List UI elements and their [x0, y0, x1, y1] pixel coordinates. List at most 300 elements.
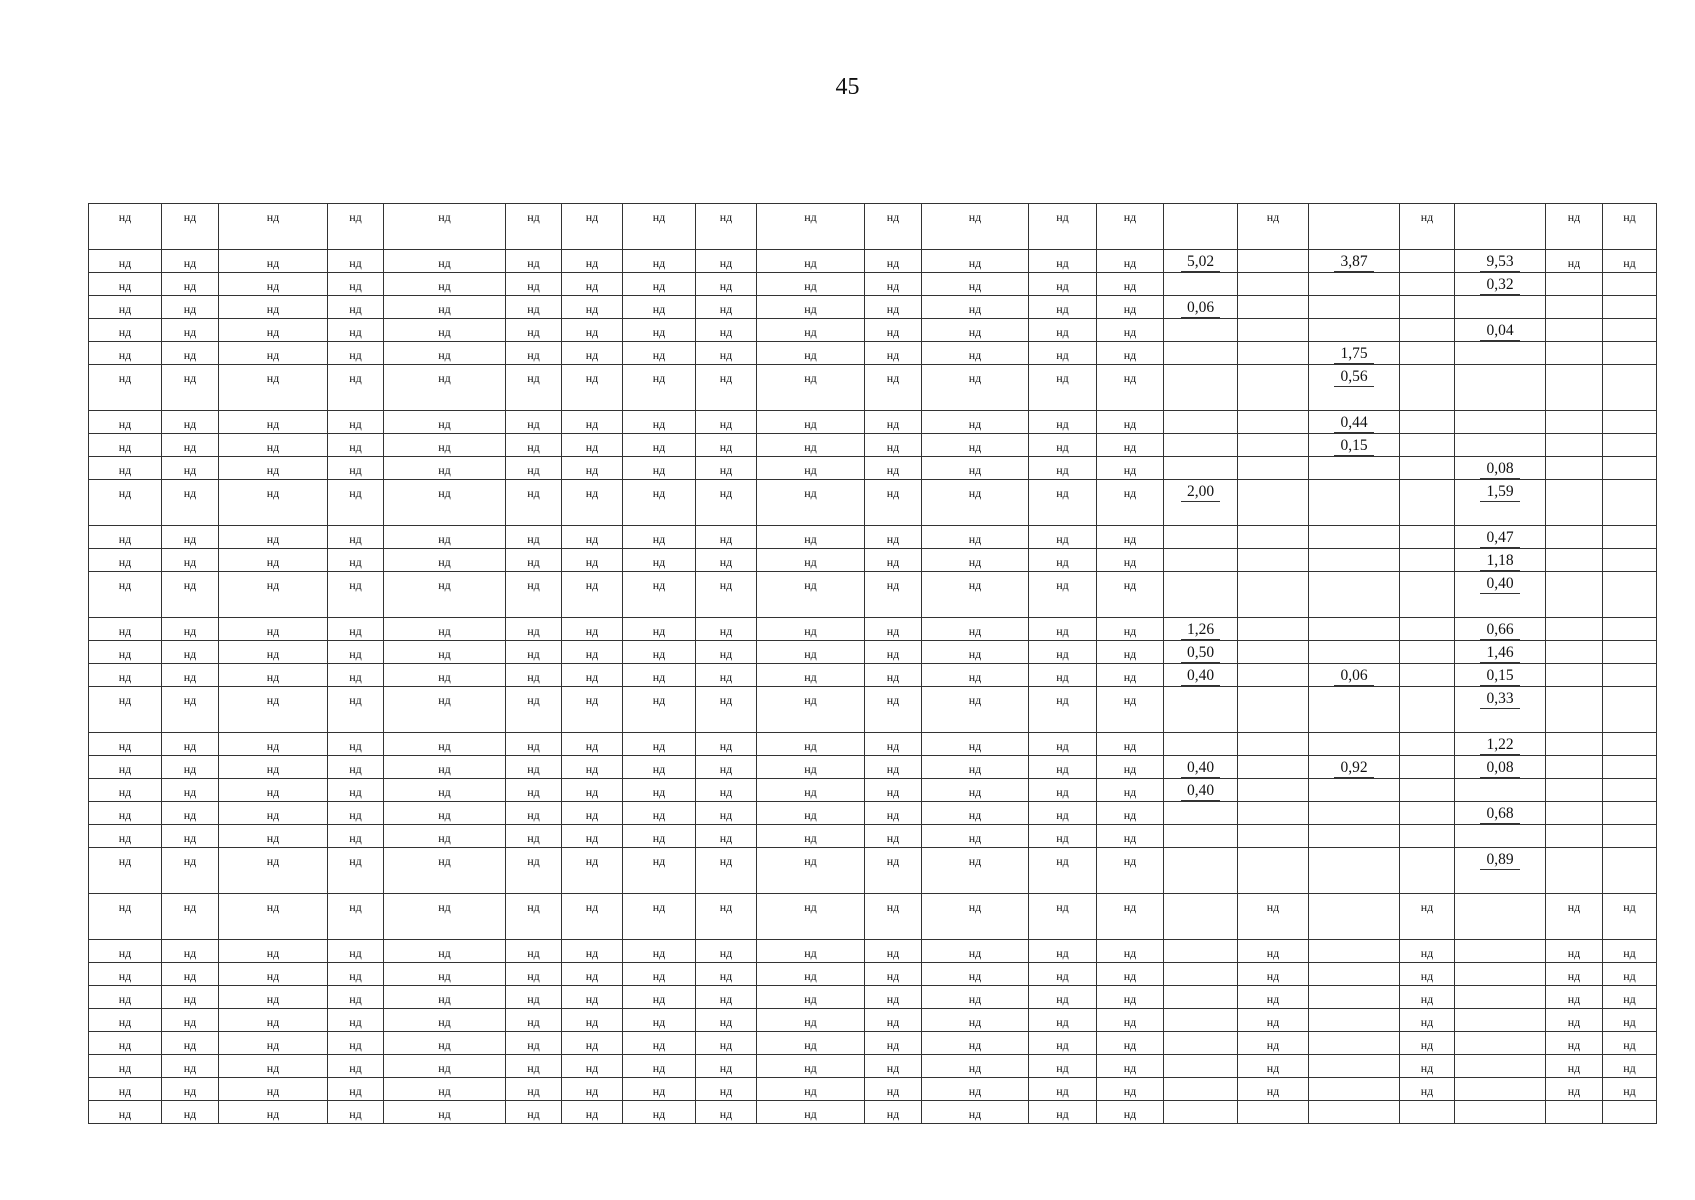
- table-cell: [1455, 1078, 1546, 1101]
- table-body: [89, 204, 1657, 1124]
- table-cell: нд: [506, 250, 562, 273]
- table-cell: [1400, 1101, 1455, 1124]
- table-cell: нд: [1029, 894, 1097, 940]
- table-cell: нд: [1097, 296, 1164, 319]
- table-cell: нд: [219, 572, 328, 618]
- table-cell: [1309, 296, 1400, 319]
- cell-value: 0,33: [1480, 691, 1519, 709]
- table-cell: [1400, 342, 1455, 365]
- cell-value: 0,04: [1480, 323, 1519, 341]
- table-cell: [1164, 986, 1238, 1009]
- table-cell: [1164, 434, 1238, 457]
- table-cell: [1164, 204, 1238, 250]
- table-cell: нд: [162, 894, 219, 940]
- table-cell: нд: [865, 526, 922, 549]
- table-cell: нд: [623, 1078, 696, 1101]
- table-cell: нд: [89, 480, 162, 526]
- table-cell: нд: [506, 848, 562, 894]
- table-cell: нд: [696, 986, 757, 1009]
- table-cell: нд: [922, 779, 1029, 802]
- table-cell: [1603, 526, 1657, 549]
- table-cell: нд: [757, 687, 865, 733]
- table-cell: [1164, 1032, 1238, 1055]
- table-cell: нд: [162, 963, 219, 986]
- table-cell: нд: [562, 1055, 623, 1078]
- table-cell: нд: [1238, 940, 1309, 963]
- table-cell: нд: [1029, 572, 1097, 618]
- table-cell: [1164, 802, 1238, 825]
- table-cell: нд: [1097, 963, 1164, 986]
- table-cell: [1603, 618, 1657, 641]
- table-cell: нд: [1097, 825, 1164, 848]
- table-cell: нд: [562, 204, 623, 250]
- table-cell: нд: [562, 1101, 623, 1124]
- cell-value: 0,40: [1181, 668, 1220, 686]
- table-cell: нд: [328, 1032, 384, 1055]
- table-cell: нд: [757, 894, 865, 940]
- table-cell: нд: [506, 273, 562, 296]
- table-cell: нд: [1029, 664, 1097, 687]
- table-cell: нд: [89, 848, 162, 894]
- table-cell: [1455, 549, 1546, 572]
- table-cell: нд: [1097, 549, 1164, 572]
- table-cell: нд: [89, 572, 162, 618]
- table-cell: нд: [219, 664, 328, 687]
- table-cell: нд: [757, 779, 865, 802]
- table-cell: [1603, 802, 1657, 825]
- table-cell: [1455, 273, 1546, 296]
- table-cell: нд: [384, 1055, 506, 1078]
- table-cell: нд: [562, 273, 623, 296]
- table-cell: нд: [162, 687, 219, 733]
- table-cell: нд: [562, 802, 623, 825]
- table-cell: [1309, 250, 1400, 273]
- table-cell: нд: [162, 549, 219, 572]
- table-cell: [1400, 250, 1455, 273]
- table-cell: [1455, 756, 1546, 779]
- table-cell: [1309, 1032, 1400, 1055]
- table-cell: нд: [162, 365, 219, 411]
- table-cell: нд: [757, 756, 865, 779]
- table-cell: нд: [696, 848, 757, 894]
- table-cell: нд: [162, 1032, 219, 1055]
- table-cell: нд: [1029, 411, 1097, 434]
- table-row: [89, 549, 1657, 572]
- table-cell: нд: [162, 526, 219, 549]
- table-cell: нд: [562, 940, 623, 963]
- table-cell: нд: [562, 526, 623, 549]
- table-cell: нд: [757, 664, 865, 687]
- table-cell: нд: [865, 1078, 922, 1101]
- table-cell: нд: [328, 526, 384, 549]
- table-cell: нд: [562, 848, 623, 894]
- table-cell: нд: [506, 434, 562, 457]
- table-cell: нд: [506, 319, 562, 342]
- table-cell: нд: [1029, 273, 1097, 296]
- table-cell: нд: [1546, 986, 1603, 1009]
- table-cell: нд: [865, 1032, 922, 1055]
- data-table: [88, 203, 1657, 1124]
- table-cell: нд: [757, 549, 865, 572]
- table-cell: [1164, 894, 1238, 940]
- table-row: [89, 963, 1657, 986]
- table-cell: нд: [384, 204, 506, 250]
- table-cell: нд: [922, 894, 1029, 940]
- table-cell: нд: [1029, 641, 1097, 664]
- table-cell: [1400, 825, 1455, 848]
- table-cell: нд: [865, 1055, 922, 1078]
- table-cell: [1400, 641, 1455, 664]
- table-cell: нд: [162, 1101, 219, 1124]
- cell-value: 0,15: [1334, 438, 1373, 456]
- table-cell: нд: [89, 549, 162, 572]
- table-row: [89, 618, 1657, 641]
- table-cell: нд: [384, 687, 506, 733]
- table-cell: нд: [328, 641, 384, 664]
- table-cell: нд: [162, 411, 219, 434]
- table-cell: нд: [623, 825, 696, 848]
- table-cell: [1546, 848, 1603, 894]
- table-cell: нд: [506, 457, 562, 480]
- table-cell: нд: [219, 296, 328, 319]
- table-cell: нд: [865, 457, 922, 480]
- table-cell: нд: [219, 756, 328, 779]
- table-cell: нд: [922, 1032, 1029, 1055]
- table-cell: нд: [219, 250, 328, 273]
- table-cell: [1455, 365, 1546, 411]
- table-cell: нд: [219, 1009, 328, 1032]
- table-cell: нд: [757, 526, 865, 549]
- table-cell: нд: [562, 549, 623, 572]
- table-cell: нд: [506, 572, 562, 618]
- table-cell: нд: [922, 457, 1029, 480]
- table-cell: нд: [562, 572, 623, 618]
- table-row: [89, 434, 1657, 457]
- table-cell: [1455, 296, 1546, 319]
- table-cell: нд: [1238, 986, 1309, 1009]
- cell-value: 0,47: [1480, 530, 1519, 548]
- table-cell: нд: [162, 618, 219, 641]
- table-cell: нд: [696, 940, 757, 963]
- table-cell: [1164, 296, 1238, 319]
- table-cell: нд: [1097, 687, 1164, 733]
- table-cell: нд: [623, 549, 696, 572]
- table-cell: нд: [562, 756, 623, 779]
- table-cell: [1309, 894, 1400, 940]
- table-cell: нд: [757, 1009, 865, 1032]
- table-cell: нд: [1603, 250, 1657, 273]
- table-row: [89, 365, 1657, 411]
- table-cell: [1238, 802, 1309, 825]
- table-cell: [1238, 549, 1309, 572]
- table-cell: нд: [89, 342, 162, 365]
- table-cell: нд: [328, 549, 384, 572]
- table-row: [89, 526, 1657, 549]
- table-cell: нд: [562, 1032, 623, 1055]
- table-cell: нд: [328, 273, 384, 296]
- table-cell: нд: [1029, 296, 1097, 319]
- table-cell: нд: [623, 1032, 696, 1055]
- table-cell: нд: [865, 940, 922, 963]
- table-cell: нд: [89, 664, 162, 687]
- table-cell: нд: [757, 986, 865, 1009]
- table-cell: [1164, 342, 1238, 365]
- table-row: [89, 756, 1657, 779]
- table-cell: нд: [506, 411, 562, 434]
- cell-value: 0,68: [1480, 806, 1519, 824]
- table-cell: нд: [1238, 204, 1309, 250]
- table-cell: нд: [506, 963, 562, 986]
- table-cell: нд: [1603, 1055, 1657, 1078]
- table-cell: [1455, 250, 1546, 273]
- table-cell: нд: [328, 457, 384, 480]
- table-cell: [1400, 296, 1455, 319]
- table-cell: нд: [1097, 779, 1164, 802]
- table-cell: нд: [384, 756, 506, 779]
- table-cell: [1164, 733, 1238, 756]
- table-cell: нд: [1029, 940, 1097, 963]
- table-cell: нд: [623, 664, 696, 687]
- table-cell: [1455, 825, 1546, 848]
- table-row: [89, 457, 1657, 480]
- table-cell: [1400, 319, 1455, 342]
- table-cell: [1546, 641, 1603, 664]
- table-cell: нд: [89, 1078, 162, 1101]
- table-cell: нд: [865, 434, 922, 457]
- table-cell: нд: [696, 894, 757, 940]
- table-row: [89, 250, 1657, 273]
- table-row: [89, 779, 1657, 802]
- table-cell: [1164, 756, 1238, 779]
- table-cell: [1546, 319, 1603, 342]
- table-cell: нд: [219, 434, 328, 457]
- table-cell: [1164, 848, 1238, 894]
- table-cell: [1164, 250, 1238, 273]
- table-cell: нд: [328, 296, 384, 319]
- table-cell: нд: [1603, 940, 1657, 963]
- table-cell: нд: [328, 733, 384, 756]
- table-cell: нд: [328, 365, 384, 411]
- table-cell: нд: [865, 480, 922, 526]
- table-cell: нд: [922, 733, 1029, 756]
- table-cell: нд: [328, 434, 384, 457]
- cell-value: 1,59: [1480, 484, 1519, 502]
- table-cell: [1309, 1101, 1400, 1124]
- table-cell: нд: [162, 434, 219, 457]
- table-cell: нд: [1400, 1078, 1455, 1101]
- table-cell: нд: [922, 848, 1029, 894]
- table-cell: нд: [1238, 963, 1309, 986]
- table-cell: нд: [1097, 572, 1164, 618]
- table-cell: нд: [219, 733, 328, 756]
- table-cell: [1309, 549, 1400, 572]
- table-cell: нд: [757, 457, 865, 480]
- table-cell: нд: [623, 572, 696, 618]
- table-cell: нд: [506, 664, 562, 687]
- table-cell: нд: [384, 434, 506, 457]
- table-cell: нд: [562, 411, 623, 434]
- table-cell: нд: [1400, 963, 1455, 986]
- table-cell: [1238, 480, 1309, 526]
- table-cell: [1238, 1101, 1309, 1124]
- table-cell: нд: [623, 480, 696, 526]
- table-cell: нд: [696, 733, 757, 756]
- table-cell: [1546, 779, 1603, 802]
- table-cell: нд: [922, 204, 1029, 250]
- cell-value: 1,46: [1480, 645, 1519, 663]
- table-cell: нд: [865, 848, 922, 894]
- table-cell: нд: [865, 204, 922, 250]
- table-cell: нд: [384, 457, 506, 480]
- table-cell: нд: [219, 1078, 328, 1101]
- table-cell: нд: [922, 572, 1029, 618]
- table-row: [89, 687, 1657, 733]
- table-cell: нд: [219, 457, 328, 480]
- table-cell: [1455, 434, 1546, 457]
- table-cell: [1546, 296, 1603, 319]
- table-cell: нд: [219, 319, 328, 342]
- table-row: [89, 411, 1657, 434]
- table-cell: [1603, 572, 1657, 618]
- table-cell: нд: [757, 940, 865, 963]
- table-cell: [1309, 342, 1400, 365]
- table-cell: [1309, 963, 1400, 986]
- table-cell: нд: [162, 848, 219, 894]
- table-cell: нд: [1238, 894, 1309, 940]
- table-cell: нд: [696, 572, 757, 618]
- table-cell: [1309, 687, 1400, 733]
- table-cell: нд: [384, 480, 506, 526]
- table-row: [89, 848, 1657, 894]
- table-cell: нд: [623, 457, 696, 480]
- table-cell: нд: [562, 480, 623, 526]
- table-cell: нд: [1400, 894, 1455, 940]
- table-cell: [1238, 319, 1309, 342]
- table-cell: нд: [562, 457, 623, 480]
- cell-value: 9,53: [1480, 254, 1519, 272]
- table-cell: нд: [757, 296, 865, 319]
- table-cell: нд: [89, 526, 162, 549]
- table-cell: нд: [922, 480, 1029, 526]
- table-cell: нд: [623, 963, 696, 986]
- table-cell: нд: [162, 664, 219, 687]
- table-cell: [1400, 664, 1455, 687]
- table-cell: нд: [1097, 618, 1164, 641]
- table-cell: нд: [922, 319, 1029, 342]
- cell-value: 0,08: [1480, 760, 1519, 778]
- table-cell: нд: [162, 756, 219, 779]
- table-cell: нд: [219, 802, 328, 825]
- table-cell: нд: [1097, 411, 1164, 434]
- table-cell: нд: [623, 687, 696, 733]
- table-cell: нд: [1029, 618, 1097, 641]
- table-cell: нд: [865, 687, 922, 733]
- table-cell: нд: [89, 802, 162, 825]
- table-cell: нд: [562, 319, 623, 342]
- table-cell: нд: [1546, 1055, 1603, 1078]
- table-cell: нд: [696, 641, 757, 664]
- table-cell: нд: [696, 687, 757, 733]
- table-cell: [1455, 779, 1546, 802]
- table-cell: [1546, 825, 1603, 848]
- table-cell: нд: [506, 365, 562, 411]
- table-cell: нд: [623, 411, 696, 434]
- table-cell: нд: [562, 434, 623, 457]
- table-cell: нд: [162, 986, 219, 1009]
- table-cell: нд: [696, 664, 757, 687]
- table-cell: [1309, 664, 1400, 687]
- table-cell: нд: [384, 342, 506, 365]
- table-cell: [1164, 1009, 1238, 1032]
- table-cell: нд: [328, 1078, 384, 1101]
- table-cell: [1603, 549, 1657, 572]
- table-cell: [1455, 986, 1546, 1009]
- table-cell: нд: [922, 250, 1029, 273]
- table-cell: нд: [757, 319, 865, 342]
- table-cell: [1309, 986, 1400, 1009]
- table-cell: нд: [865, 296, 922, 319]
- table-cell: нд: [219, 641, 328, 664]
- table-cell: нд: [1603, 894, 1657, 940]
- table-row: [89, 1078, 1657, 1101]
- table-cell: нд: [922, 963, 1029, 986]
- table-row: [89, 1009, 1657, 1032]
- table-cell: нд: [623, 296, 696, 319]
- table-cell: нд: [562, 1078, 623, 1101]
- table-cell: нд: [865, 549, 922, 572]
- table-cell: нд: [89, 273, 162, 296]
- table-cell: нд: [89, 687, 162, 733]
- table-cell: нд: [162, 296, 219, 319]
- table-cell: нд: [696, 779, 757, 802]
- table-cell: нд: [865, 342, 922, 365]
- table-cell: нд: [1029, 204, 1097, 250]
- table-cell: нд: [384, 1032, 506, 1055]
- table-cell: [1546, 733, 1603, 756]
- table-cell: нд: [506, 1032, 562, 1055]
- table-cell: нд: [922, 434, 1029, 457]
- table-cell: нд: [696, 480, 757, 526]
- table-row: [89, 664, 1657, 687]
- table-cell: нд: [219, 365, 328, 411]
- table-cell: нд: [384, 641, 506, 664]
- table-cell: [1603, 733, 1657, 756]
- table-cell: [1455, 940, 1546, 963]
- cell-value: 0,44: [1334, 415, 1373, 433]
- table-cell: нд: [1400, 1055, 1455, 1078]
- table-cell: нд: [562, 894, 623, 940]
- table-cell: нд: [696, 204, 757, 250]
- table-cell: [1603, 319, 1657, 342]
- table-cell: нд: [89, 319, 162, 342]
- table-cell: нд: [757, 480, 865, 526]
- table-cell: [1238, 825, 1309, 848]
- table-cell: [1400, 549, 1455, 572]
- table-cell: нд: [328, 1055, 384, 1078]
- table-cell: [1309, 365, 1400, 411]
- table-cell: нд: [562, 986, 623, 1009]
- table-cell: нд: [328, 940, 384, 963]
- table-row: [89, 802, 1657, 825]
- table-cell: [1238, 733, 1309, 756]
- table-cell: [1400, 411, 1455, 434]
- table-cell: [1309, 480, 1400, 526]
- table-cell: нд: [757, 802, 865, 825]
- table-cell: нд: [384, 319, 506, 342]
- table-cell: [1546, 549, 1603, 572]
- table-cell: нд: [623, 434, 696, 457]
- table-cell: нд: [623, 940, 696, 963]
